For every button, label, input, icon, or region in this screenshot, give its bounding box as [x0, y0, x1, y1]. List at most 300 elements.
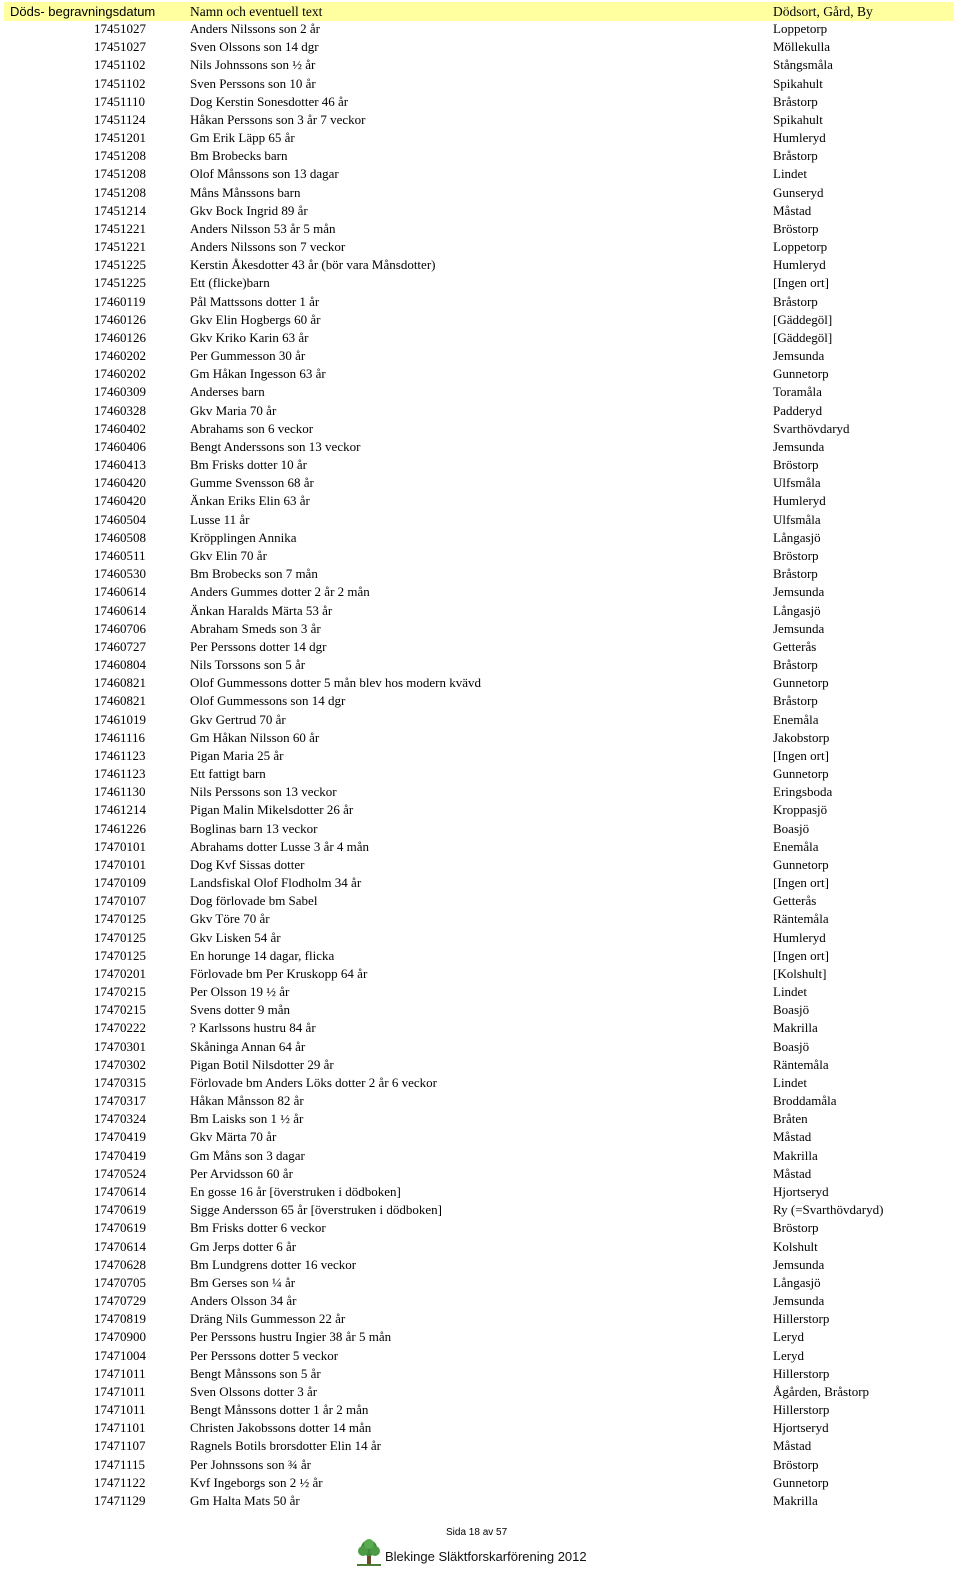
row-date: 17471004 — [94, 1347, 146, 1363]
row-name: Gkv Töre 70 år — [190, 911, 270, 927]
row-date: 17471129 — [94, 1492, 146, 1508]
table-row — [0, 474, 960, 492]
row-place: Möllekulla — [773, 39, 831, 55]
table-row — [0, 1274, 960, 1292]
row-date: 17471107 — [94, 1438, 146, 1454]
table-row — [0, 329, 960, 347]
row-place: Ulfsmåla — [773, 475, 821, 491]
row-name: Gkv Maria 70 år — [190, 402, 277, 418]
table-row — [0, 220, 960, 238]
row-name: Håkan Månsson 82 år — [190, 1093, 304, 1109]
row-name: Gkv Elin Hogbergs 60 år — [190, 311, 321, 327]
row-date: 17460420 — [94, 475, 146, 491]
row-date: 17470125 — [94, 911, 146, 927]
footer — [354, 1538, 654, 1566]
row-date: 17470301 — [94, 1038, 146, 1054]
row-place: Stångsmåla — [773, 57, 833, 73]
row-place: Broddamåla — [773, 1093, 837, 1109]
table-row — [0, 747, 960, 765]
row-date: 17470317 — [94, 1093, 146, 1109]
row-date: 17460126 — [94, 329, 146, 345]
row-date: 17470819 — [94, 1311, 146, 1327]
row-date: 17460706 — [94, 620, 146, 636]
table-row — [0, 1256, 960, 1274]
row-date: 17461123 — [94, 766, 146, 782]
row-date: 17451027 — [94, 39, 146, 55]
row-date: 17471101 — [94, 1420, 146, 1436]
row-place: Bröstorp — [773, 1220, 819, 1236]
table-row — [0, 602, 960, 620]
row-date: 17451221 — [94, 239, 146, 255]
row-date: 17470900 — [94, 1329, 146, 1345]
row-place: Getterås — [773, 638, 817, 654]
row-place: Måstad — [773, 1438, 812, 1454]
row-date: 17471122 — [94, 1474, 146, 1490]
row-name: Pigan Botil Nilsdotter 29 år — [190, 1056, 334, 1072]
table-row — [0, 293, 960, 311]
row-date: 17451225 — [94, 257, 146, 273]
header-place: Dödsort, Gård, By — [773, 4, 873, 19]
table-row — [0, 820, 960, 838]
row-date: 17470215 — [94, 1002, 146, 1018]
row-place: Bråstorp — [773, 657, 818, 673]
row-place: Jemsunda — [773, 584, 825, 600]
table-row — [0, 1437, 960, 1455]
row-name: Förlovade bm Anders Löks dotter 2 år 6 veckor — [190, 1074, 437, 1090]
row-place: Jemsunda — [773, 348, 825, 364]
table-row — [0, 111, 960, 129]
row-date: 17461116 — [94, 729, 146, 745]
table-row — [0, 1292, 960, 1310]
table-row — [0, 1456, 960, 1474]
table-row — [0, 1128, 960, 1146]
row-name: ? Karlssons hustru 84 år — [190, 1020, 316, 1036]
table-row — [0, 529, 960, 547]
table-header — [4, 2, 954, 21]
table-row — [0, 565, 960, 583]
row-name: Christen Jakobssons dotter 14 mån — [190, 1420, 372, 1436]
row-name: Nils Torssons son 5 år — [190, 657, 306, 673]
row-date: 17451208 — [94, 148, 146, 164]
table-row — [0, 365, 960, 383]
table-row — [0, 492, 960, 510]
row-name: Bm Laisks son 1 ½ år — [190, 1111, 304, 1127]
row-date: 17470222 — [94, 1020, 146, 1036]
row-date: 17470619 — [94, 1220, 146, 1236]
table-row — [0, 56, 960, 74]
tree-logo-icon — [354, 1538, 384, 1566]
row-place: Bråstorp — [773, 93, 818, 109]
row-date: 17460420 — [94, 493, 146, 509]
row-place: Boasjö — [773, 1002, 810, 1018]
row-name: Abrahams son 6 veckor — [190, 420, 314, 436]
row-date: 17470729 — [94, 1293, 146, 1309]
table-row — [0, 547, 960, 565]
table-row — [0, 1310, 960, 1328]
row-name: Håkan Perssons son 3 år 7 veckor — [190, 111, 366, 127]
table-row — [0, 965, 960, 983]
row-date: 17470125 — [94, 947, 146, 963]
table-row — [0, 910, 960, 928]
row-name: Dog förlovade bm Sabel — [190, 893, 318, 909]
row-date: 17451102 — [94, 75, 146, 91]
table-row — [0, 674, 960, 692]
row-date: 17471115 — [94, 1456, 146, 1472]
row-place: Bröstorp — [773, 457, 819, 473]
row-place: Enemåla — [773, 711, 819, 727]
row-date: 17470705 — [94, 1274, 146, 1290]
row-date: 17460821 — [94, 675, 146, 691]
table-row — [0, 856, 960, 874]
header-name: Namn och eventuell text — [190, 4, 323, 19]
row-place: Getterås — [773, 893, 817, 909]
row-name: Sven Olssons son 14 dgr — [190, 39, 319, 55]
row-name: Kerstin Åkesdotter 43 år (bör vara Månsdotter) — [190, 257, 436, 273]
table-row — [0, 729, 960, 747]
table-row — [0, 274, 960, 292]
row-place: Jemsunda — [773, 1293, 825, 1309]
row-name: Gm Erik Läpp 65 år — [190, 130, 295, 146]
row-place: Jakobstorp — [773, 729, 830, 745]
row-place: Ågården, Bråstorp — [773, 1383, 870, 1399]
row-date: 17461130 — [94, 784, 146, 800]
row-name: Bm Gerses son ¼ år — [190, 1274, 296, 1290]
row-date: 17460406 — [94, 438, 146, 454]
row-name: Abraham Smeds son 3 år — [190, 620, 321, 636]
organization-name: Blekinge Släktforskarförening 2012 — [385, 1549, 587, 1564]
row-date: 17460126 — [94, 311, 146, 327]
row-name: Ett fattigt barn — [190, 766, 266, 782]
row-place: [Ingen ort] — [773, 947, 829, 963]
row-place: Jemsunda — [773, 620, 825, 636]
row-place: [Gäddegöl] — [773, 311, 833, 327]
row-place: Humleryd — [773, 257, 826, 273]
table-row — [0, 129, 960, 147]
row-place: Gunnetorp — [773, 766, 829, 782]
row-place: Hillerstorp — [773, 1311, 830, 1327]
row-place: Ry (=Svarthövdaryd) — [773, 1202, 884, 1218]
table-row — [0, 511, 960, 529]
row-date: 17470628 — [94, 1256, 146, 1272]
row-date: 17460821 — [94, 693, 146, 709]
row-place: Svarthövdaryd — [773, 420, 850, 436]
row-date: 17451225 — [94, 275, 146, 291]
row-date: 17451208 — [94, 166, 146, 182]
row-place: Makrilla — [773, 1492, 818, 1508]
row-place: [Ingen ort] — [773, 875, 829, 891]
row-name: Skåninga Annan 64 år — [190, 1038, 306, 1054]
row-name: Gkv Märta 70 år — [190, 1129, 277, 1145]
row-place: Humleryd — [773, 130, 826, 146]
row-name: Förlovade bm Per Kruskopp 64 år — [190, 965, 368, 981]
row-name: Anders Nilsson 53 år 5 mån — [190, 220, 336, 236]
table-row — [0, 1001, 960, 1019]
row-date: 17460727 — [94, 638, 146, 654]
table-row — [0, 75, 960, 93]
table-row — [0, 929, 960, 947]
row-place: Räntemåla — [773, 911, 829, 927]
row-name: Lusse 11 år — [190, 511, 250, 527]
row-date: 17451208 — [94, 184, 146, 200]
table-row — [0, 20, 960, 38]
row-name: Per Gummesson 30 år — [190, 348, 306, 364]
row-name: Anders Olsson 34 år — [190, 1293, 297, 1309]
row-place: Bröstorp — [773, 547, 819, 563]
table-row — [0, 1019, 960, 1037]
row-date: 17470419 — [94, 1147, 146, 1163]
table-row — [0, 656, 960, 674]
row-place: Leryd — [773, 1329, 805, 1345]
row-place: [Ingen ort] — [773, 747, 829, 763]
row-date: 17470107 — [94, 893, 146, 909]
table-row — [0, 1056, 960, 1074]
row-place: Padderyd — [773, 402, 823, 418]
table-row — [0, 801, 960, 819]
row-date: 17460508 — [94, 529, 146, 545]
table-row — [0, 420, 960, 438]
row-place: Enemåla — [773, 838, 819, 854]
row-name: Nils Johnssons son ½ år — [190, 57, 316, 73]
row-date: 17451124 — [94, 111, 146, 127]
row-place: Loppetorp — [773, 21, 828, 36]
row-place: Bröstorp — [773, 1456, 819, 1472]
row-place: Leryd — [773, 1347, 805, 1363]
table-row — [0, 165, 960, 183]
row-place: Humleryd — [773, 493, 826, 509]
row-name: Boglinas barn 13 veckor — [190, 820, 318, 836]
header-date: Döds- begravningsdatum — [10, 4, 156, 19]
row-name: Dog Kerstin Sonesdotter 46 år — [190, 93, 349, 109]
table-row — [0, 711, 960, 729]
row-name: Bm Frisks dotter 6 veckor — [190, 1220, 326, 1236]
table-row — [0, 402, 960, 420]
row-place: Hjortseryd — [773, 1184, 829, 1199]
table-row — [0, 383, 960, 401]
table-row — [0, 1419, 960, 1437]
row-name: Sigge Andersson 65 år [överstruken i dödboken] — [190, 1202, 443, 1218]
row-date: 17461123 — [94, 747, 146, 763]
row-place: Jemsunda — [773, 438, 825, 454]
row-place: Boasjö — [773, 1038, 810, 1054]
table-row — [0, 1383, 960, 1401]
row-place: Gunnetorp — [773, 675, 829, 691]
table-row — [0, 1183, 960, 1201]
table-row — [0, 892, 960, 910]
row-place: Spikahult — [773, 111, 823, 127]
row-place: Lindet — [773, 1074, 807, 1090]
table-row — [0, 202, 960, 220]
row-date: 17470101 — [94, 856, 146, 872]
table-row — [0, 147, 960, 165]
row-name: Bengt Anderssons son 13 veckor — [190, 438, 361, 454]
table-row — [0, 783, 960, 801]
row-name: Kröpplingen Annika — [190, 529, 297, 545]
row-place: [Gäddegöl] — [773, 329, 833, 345]
row-place: Kroppasjö — [773, 802, 828, 818]
row-date: 17460202 — [94, 366, 146, 382]
row-name: Sven Perssons son 10 år — [190, 75, 316, 91]
row-place: Räntemåla — [773, 1056, 829, 1072]
row-name: Anderses barn — [190, 384, 265, 400]
row-place: Jemsunda — [773, 1256, 825, 1272]
row-name: Ett (flicke)barn — [190, 275, 270, 291]
table-row — [0, 638, 960, 656]
row-date: 17460614 — [94, 584, 146, 600]
row-name: Anders Nilssons son 7 veckor — [190, 239, 346, 255]
table-row — [0, 947, 960, 965]
row-date: 17451110 — [94, 93, 146, 109]
row-date: 17461019 — [94, 711, 146, 727]
table-row — [0, 1401, 960, 1419]
row-place: Eringsboda — [773, 784, 833, 800]
row-date: 17470315 — [94, 1074, 146, 1090]
row-date: 17471011 — [94, 1365, 146, 1381]
row-name: Gm Halta Mats 50 år — [190, 1492, 300, 1508]
row-date: 17470614 — [94, 1238, 146, 1254]
table-row — [0, 838, 960, 856]
row-name: Bm Lundgrens dotter 16 veckor — [190, 1256, 357, 1272]
row-name: Bm Brobecks son 7 mån — [190, 566, 318, 582]
row-place: Hillerstorp — [773, 1365, 830, 1381]
row-name: Olof Månssons son 13 dagar — [190, 166, 339, 182]
row-place: Loppetorp — [773, 239, 828, 255]
row-name: Svens dotter 9 mån — [190, 1002, 291, 1018]
row-name: Gumme Svensson 68 år — [190, 475, 314, 491]
row-place: Gunnetorp — [773, 366, 829, 382]
row-name: Gkv Kriko Karin 63 år — [190, 329, 309, 345]
row-place: Boasjö — [773, 820, 810, 836]
table-row — [0, 1147, 960, 1165]
row-date: 17451201 — [94, 130, 146, 146]
row-name: Ragnels Botils brorsdotter Elin 14 år — [190, 1438, 382, 1454]
row-name: En horunge 14 dagar, flicka — [190, 947, 335, 963]
table-row — [0, 583, 960, 601]
page-number: Sida 18 av 57 — [446, 1527, 508, 1538]
table-row — [0, 874, 960, 892]
row-name: En gosse 16 år [överstruken i dödboken] — [190, 1184, 401, 1199]
table-row — [0, 692, 960, 710]
row-date: 17471011 — [94, 1402, 146, 1418]
table-row — [0, 1492, 960, 1510]
row-name: Per Perssons hustru Ingier 38 år 5 mån — [190, 1329, 392, 1345]
table-row — [0, 1347, 960, 1365]
table-row — [0, 1092, 960, 1110]
row-name: Per Perssons dotter 14 dgr — [190, 638, 327, 654]
row-place: Makrilla — [773, 1147, 818, 1163]
table-row — [0, 311, 960, 329]
row-date: 17451102 — [94, 57, 146, 73]
table-row — [0, 1328, 960, 1346]
table-row — [0, 347, 960, 365]
row-date: 17470614 — [94, 1184, 146, 1199]
row-place: Långasjö — [773, 1274, 821, 1290]
row-name: Gkv Lisken 54 år — [190, 929, 281, 945]
row-place: [Ingen ort] — [773, 275, 829, 291]
table-row — [0, 256, 960, 274]
row-date: 17460309 — [94, 384, 146, 400]
row-name: Anders Gummes dotter 2 år 2 mån — [190, 584, 370, 600]
record-list — [0, 20, 960, 1510]
row-name: Gm Jerps dotter 6 år — [190, 1238, 297, 1254]
row-place: Bråten — [773, 1111, 808, 1127]
row-name: Per Perssons dotter 5 veckor — [190, 1347, 339, 1363]
row-name: Änkan Eriks Elin 63 år — [190, 493, 310, 509]
row-name: Gkv Bock Ingrid 89 år — [190, 202, 308, 218]
row-place: Ulfsmåla — [773, 511, 821, 527]
row-place: Gunnetorp — [773, 1474, 829, 1490]
row-date: 17460413 — [94, 457, 146, 473]
row-date: 17470302 — [94, 1056, 146, 1072]
row-date: 17460328 — [94, 402, 146, 418]
row-name: Dräng Nils Gummesson 22 år — [190, 1311, 346, 1327]
row-place: Makrilla — [773, 1020, 818, 1036]
row-name: Pigan Malin Mikelsdotter 26 år — [190, 802, 354, 818]
row-date: 17470619 — [94, 1202, 146, 1218]
row-place: Lindet — [773, 166, 807, 182]
row-date: 17460804 — [94, 657, 146, 673]
table-row — [0, 1074, 960, 1092]
row-name: Gkv Elin 70 år — [190, 547, 267, 563]
table-row — [0, 238, 960, 256]
row-place: Kolshult — [773, 1238, 818, 1254]
row-name: Bengt Månssons dotter 1 år 2 mån — [190, 1402, 369, 1418]
row-name: Abrahams dotter Lusse 3 år 4 mån — [190, 838, 370, 854]
table-row — [0, 1038, 960, 1056]
row-place: Humleryd — [773, 929, 826, 945]
row-date: 17460504 — [94, 511, 146, 527]
row-name: Gkv Gertrud 70 år — [190, 711, 286, 727]
row-date: 17470215 — [94, 984, 146, 1000]
row-place: Måstad — [773, 202, 812, 218]
row-name: Bm Frisks dotter 10 år — [190, 457, 307, 473]
row-name: Bm Brobecks barn — [190, 148, 288, 164]
row-date: 17470324 — [94, 1111, 146, 1127]
row-date: 17470201 — [94, 965, 146, 981]
row-place: Bråstorp — [773, 293, 818, 309]
row-date: 17460119 — [94, 293, 146, 309]
table-row — [0, 1238, 960, 1256]
row-place: Spikahult — [773, 75, 823, 91]
table-row — [0, 38, 960, 56]
row-date: 17461214 — [94, 802, 146, 818]
table-row — [0, 1219, 960, 1237]
row-date: 17470101 — [94, 838, 146, 854]
row-place: Bråstorp — [773, 148, 818, 164]
table-row — [0, 1474, 960, 1492]
row-date: 17470125 — [94, 929, 146, 945]
row-place: Långasjö — [773, 602, 821, 618]
row-name: Gm Håkan Nilsson 60 år — [190, 729, 320, 745]
row-date: 17451027 — [94, 21, 146, 36]
row-name: Olof Gummessons dotter 5 mån blev hos modern kvävd — [190, 675, 482, 691]
table-row — [0, 1201, 960, 1219]
row-name: Per Arvidsson 60 år — [190, 1165, 293, 1181]
row-place: [Kolshult] — [773, 965, 827, 981]
row-place: Bröstorp — [773, 220, 819, 236]
row-name: Per Olsson 19 ½ år — [190, 984, 290, 1000]
table-row — [0, 184, 960, 202]
row-name: Sven Olssons dotter 3 år — [190, 1383, 318, 1399]
row-date: 17471011 — [94, 1383, 146, 1399]
table-row — [0, 1110, 960, 1128]
row-name: Landsfiskal Olof Flodholm 34 år — [190, 875, 362, 891]
row-name: Per Johnssons son ¾ år — [190, 1456, 311, 1472]
table-row — [0, 1165, 960, 1183]
row-date: 17460614 — [94, 602, 146, 618]
row-name: Anders Nilssons son 2 år — [190, 21, 320, 36]
row-date: 17470524 — [94, 1165, 146, 1181]
row-date: 17451221 — [94, 220, 146, 236]
